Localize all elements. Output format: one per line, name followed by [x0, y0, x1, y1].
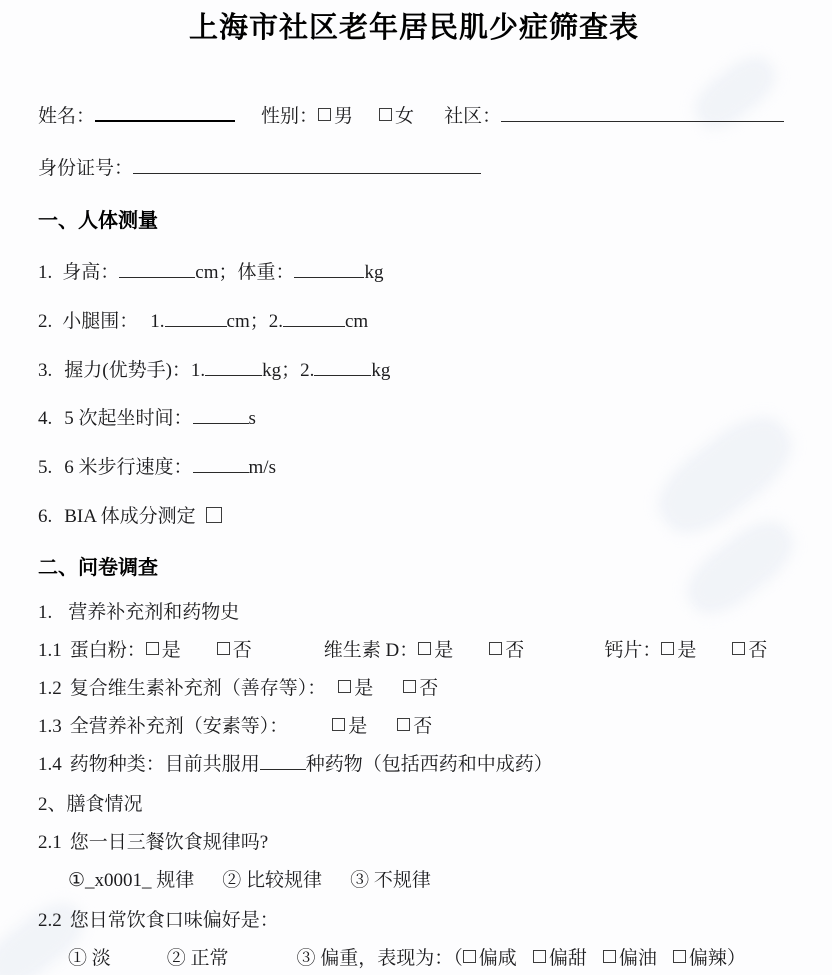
calcium-yes-checkbox[interactable]	[661, 642, 674, 655]
male-checkbox[interactable]	[318, 108, 331, 121]
item-number: 1.	[38, 262, 53, 283]
option-regular[interactable]: ①_x0001_ 规律	[68, 870, 195, 891]
taste-preference-question	[38, 908, 790, 934]
bia-row	[38, 504, 790, 530]
question-number: 1.3	[38, 716, 62, 737]
nutrition-yes-checkbox[interactable]	[332, 718, 345, 731]
nutrition-supplement-label: 全营养补充剂（安素等）：	[69, 716, 289, 737]
taste-preference-options	[68, 946, 790, 972]
option-normal[interactable]: ② 正常	[166, 948, 229, 969]
calf2-blank[interactable]	[283, 309, 345, 327]
bia-label: BIA 体成分测定	[64, 506, 196, 527]
nutrition-no-checkbox[interactable]	[397, 718, 410, 731]
chair-stand-unit: s	[248, 408, 256, 429]
question-number: 2.2	[38, 910, 62, 931]
name-label: 姓名：	[38, 106, 96, 127]
community-label: 社区：	[444, 106, 502, 127]
oily-checkbox[interactable]	[603, 950, 616, 963]
id-blank[interactable]	[133, 156, 481, 174]
multivitamin-row	[38, 676, 790, 702]
id-row	[38, 156, 790, 182]
gait-speed-row	[38, 455, 790, 481]
taste-preference-label: 您日常饮食口味偏好是：	[69, 910, 279, 931]
yes-label: 是	[348, 716, 368, 737]
gait-speed-label: 6 米步行速度：	[64, 457, 193, 478]
male-label: 男	[334, 106, 354, 127]
height-weight-row	[38, 260, 790, 286]
meal-regularity-question	[38, 830, 790, 856]
grip-unit: kg	[371, 360, 391, 381]
option-irregular[interactable]: ③ 不规律	[350, 870, 431, 891]
grip-strength-row	[38, 358, 790, 384]
item-number: 2.	[38, 311, 53, 332]
yes-label: 是	[677, 640, 697, 661]
chair-stand-label: 5 次起坐时间：	[64, 408, 193, 429]
calf-label: 小腿围：	[62, 311, 139, 332]
option-fairly-regular[interactable]: ② 比较规律	[222, 870, 323, 891]
vitd-no-checkbox[interactable]	[489, 642, 502, 655]
vitd-yes-checkbox[interactable]	[418, 642, 431, 655]
protein-powder-row	[38, 638, 790, 664]
height-blank[interactable]	[119, 260, 195, 278]
weight-blank[interactable]	[294, 260, 364, 278]
name-blank[interactable]	[95, 103, 235, 122]
height-label: 身高：	[62, 262, 120, 283]
item-number: 4.	[38, 408, 53, 429]
grip1-blank[interactable]	[205, 358, 262, 376]
calf-second-label: cm；2.	[226, 311, 283, 332]
option-heavy[interactable]: ③ 偏重，表现为：（	[296, 948, 463, 969]
diet-section-label: 膳食情况	[66, 794, 143, 815]
calf1-blank[interactable]	[165, 309, 227, 327]
calf-circumference-row	[38, 309, 790, 335]
sweet-checkbox[interactable]	[533, 950, 546, 963]
nutrition-supplement-row	[38, 714, 790, 740]
medication-row	[38, 752, 790, 778]
weight-unit: kg	[364, 262, 384, 283]
medication-count-blank[interactable]	[260, 752, 306, 770]
medication-label: 药物种类：目前共服用	[69, 754, 260, 775]
salty-checkbox[interactable]	[463, 950, 476, 963]
question-number: 2.1	[38, 832, 62, 853]
paren-close: ）	[726, 948, 746, 969]
female-label: 女	[395, 106, 415, 127]
yes-label: 是	[161, 640, 181, 661]
section-2-heading: 二、问卷调查	[38, 557, 158, 579]
female-checkbox[interactable]	[379, 108, 392, 121]
gait-speed-unit: m/s	[248, 457, 276, 478]
protein-yes-checkbox[interactable]	[146, 642, 159, 655]
no-label: 否	[413, 716, 433, 737]
salty-label: 偏咸	[478, 948, 517, 969]
no-label: 否	[419, 678, 439, 699]
identity-row	[38, 103, 790, 130]
page-title: 上海市社区老年居民肌少症筛查表	[188, 12, 639, 44]
question-number: 1.1	[38, 640, 62, 661]
yes-label: 是	[434, 640, 454, 661]
question-number: 1.4	[38, 754, 62, 775]
multivitamin-yes-checkbox[interactable]	[338, 680, 351, 693]
multivitamin-no-checkbox[interactable]	[403, 680, 416, 693]
spicy-label: 偏辣	[688, 948, 727, 969]
protein-label: 蛋白粉：	[69, 640, 146, 661]
calf-unit: cm	[344, 311, 369, 332]
calcium-no-checkbox[interactable]	[732, 642, 745, 655]
no-label: 否	[505, 640, 525, 661]
item-number: 3.	[38, 360, 53, 381]
meal-regularity-label: 您一日三餐饮食规律吗?	[69, 832, 269, 853]
question-number: 1.	[38, 602, 53, 623]
calcium-label: 钙片：	[604, 640, 662, 661]
grip-second-label: kg；2.	[262, 360, 315, 381]
grip2-blank[interactable]	[314, 358, 371, 376]
no-label: 否	[232, 640, 252, 661]
diet-section-row	[38, 792, 790, 818]
id-number-label: 身份证号：	[38, 158, 134, 179]
meal-regularity-options	[68, 868, 790, 894]
sweet-label: 偏甜	[548, 948, 587, 969]
supplement-history-row	[38, 600, 790, 626]
calf-first-label: 1.	[150, 311, 165, 332]
no-label: 否	[748, 640, 768, 661]
bia-checkbox[interactable]	[206, 507, 222, 523]
yes-label: 是	[354, 678, 374, 699]
item-number: 5.	[38, 457, 53, 478]
supplement-history-label: 营养补充剂和药物史	[68, 602, 240, 623]
protein-no-checkbox[interactable]	[217, 642, 230, 655]
community-blank[interactable]	[501, 104, 784, 122]
grip-label: 握力(优势手)：1.	[64, 360, 206, 381]
option-light[interactable]: ① 淡	[68, 948, 111, 969]
weight-label: cm；体重：	[195, 262, 295, 283]
question-number: 2、	[38, 794, 67, 815]
oily-label: 偏油	[618, 948, 657, 969]
multivitamin-label: 复合维生素补充剂（善存等）：	[69, 678, 327, 699]
section-1-heading: 一、人体测量	[38, 210, 158, 232]
medication-suffix: 种药物（包括西药和中成药）	[305, 754, 553, 775]
chairstand-blank[interactable]	[193, 406, 249, 424]
gaitspeed-blank[interactable]	[193, 455, 249, 473]
chair-stand-row	[38, 406, 790, 432]
vitamin-d-label: 维生素 D：	[323, 640, 419, 661]
question-number: 1.2	[38, 678, 62, 699]
item-number: 6.	[38, 506, 53, 527]
gender-label: 性别：	[261, 106, 319, 127]
spicy-checkbox[interactable]	[673, 950, 686, 963]
